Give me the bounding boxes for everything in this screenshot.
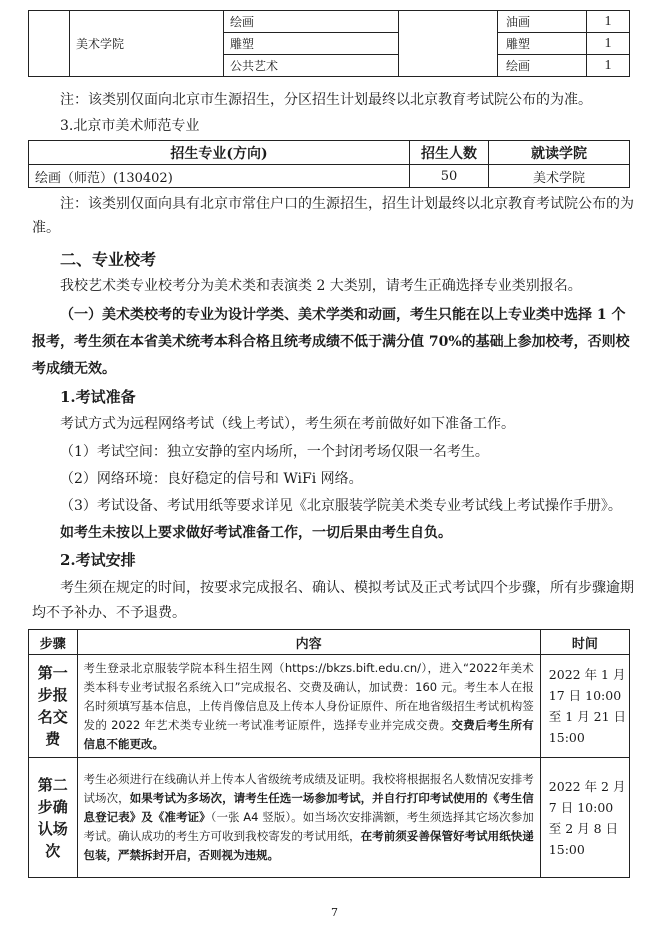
major-left-cell: 绘画 [224, 11, 399, 33]
step-2-text-a: 考生必须进行在线确认并上传本人省级统考成绩及证明。我校将根据报名人数情况安排考试场次， [83, 772, 534, 805]
major-right-cell: 油画 [498, 11, 587, 33]
step-2-text-b: 如果考试为多场次，请考生任选一场参加考试，并自行打印考试使用的《考生信息登记表》及《准考证》 [83, 791, 534, 824]
step-2-content [77, 758, 540, 878]
note-2: 注：该类别仅面向具有北京市常住户口的生源招生，招生计划最终以北京教育考试院公布的为准。 [32, 196, 634, 236]
subheading-arrangement: 2.考试安排 [60, 551, 136, 569]
exam-steps-table [28, 629, 630, 878]
header-count: 招生人数 [410, 141, 489, 165]
header-step: 步骤 [29, 630, 78, 655]
row-school: 美术学院 [489, 165, 630, 188]
step-2-label: 第二步确认场次 [37, 775, 68, 860]
section-3-title: 3.北京市美术师范专业 [60, 118, 200, 134]
row-major: 绘画（师范）(130402) [29, 165, 410, 188]
header-school: 就读学院 [489, 141, 630, 165]
major-right-cell: 雕塑 [498, 33, 587, 55]
page-number: 7 [331, 906, 338, 919]
major-left-cell: 雕塑 [224, 33, 399, 55]
step-2-text-c: （一张 A4 竖版）。如当场次安排满额，考生须选择其它场次参加考试。确认成功的考生方可收到我校寄发的考试用纸， [83, 810, 534, 843]
subheading-prep: 1.考试准备 [60, 388, 136, 406]
prep-item: （1）考试空间：独立安静的室内场所，一个封闭考场仅限一名考生。 [60, 444, 489, 460]
count-cell: 1 [587, 33, 630, 55]
step-1-bold-text: 交费后考生所有信息不能更改。 [83, 717, 534, 751]
major-left-cell: 公共艺术 [224, 55, 399, 77]
school-cell: 美术学院 [70, 11, 224, 77]
step-1-label: 第一步报名交费 [37, 664, 68, 748]
step-2-time: 2022 年 2 月 7 日 10:00 至 2 月 8 日 15:00 [540, 758, 629, 878]
step-1-name [29, 655, 78, 758]
step-1-time: 2022 年 1 月 17 日 10:00 至 1 月 21 日 15:00 [540, 655, 629, 758]
step-1-text: 考生登录北京服装学院本科生招生网（https://bkzs.bift.edu.cn/），进入“2022年美术类本科专业考试报名系统入口”完成报名、交费及确认，加试费：160 元。考生本人在报名时须填写基本信息，上传肖像信息及上传本人身份证原件、所在地省级招生考试机构签发的 2022 年艺术类专业统一考试准考证原件，选择专业并完成交费。 [83, 660, 534, 732]
row-count: 50 [410, 165, 489, 188]
top-plan-table [28, 10, 630, 77]
step-2-name [29, 758, 78, 878]
intro-paragraph: 我校艺术类专业校考分为美术类和表演类 2 大类别，请考生正确选择专业类别报名。 [60, 278, 582, 294]
count-cell: 1 [587, 55, 630, 77]
prep-item: （3）考试设备、考试用纸等要求详见《北京服装学院美术类专业考试线上考试操作手册》。 [60, 498, 622, 514]
step-2-text-d: 在考前须妥善保管好考试用纸快递包装，严禁拆封开启，否则视为违规。 [83, 829, 534, 862]
header-time: 时间 [540, 630, 629, 655]
note-1: 注：该类别仅面向北京市生源招生，分区招生计划最终以北京教育考试院公布的为准。 [60, 92, 592, 108]
count-cell: 1 [587, 11, 630, 33]
section-heading-2: 二、专业校考 [60, 250, 157, 269]
warning-text: 如考生未按以上要求做好考试准备工作，一切后果由考生自负。 [60, 525, 452, 541]
gap-cell [399, 11, 498, 77]
blank-cell [29, 11, 70, 77]
requirement-paragraph: （一）美术类校考的专业为设计学类、美术学类和动画，考生只能在以上专业类中选择 1 个报考，考生须在本省美术统考本科合格且统考成绩不低于满分值 70%的基础上参加校考，否则校考成绩无效。 [32, 307, 630, 377]
prep-item: （2）网络环境：良好稳定的信号和 WiFi 网络。 [60, 471, 363, 487]
header-major: 招生专业(方向) [29, 141, 410, 165]
arrangement-intro: 考生须在规定的时间，按要求完成报名、确认、模拟考试及正式考试四个步骤，所有步骤逾期均不予补办、不予退费。 [32, 580, 634, 621]
prep-intro: 考试方式为远程网络考试（线上考试），考生须在考前做好如下准备工作。 [60, 416, 515, 432]
step-1-content [77, 655, 540, 758]
teacher-major-table [28, 140, 630, 188]
header-content: 内容 [77, 630, 540, 655]
major-right-cell: 绘画 [498, 55, 587, 77]
